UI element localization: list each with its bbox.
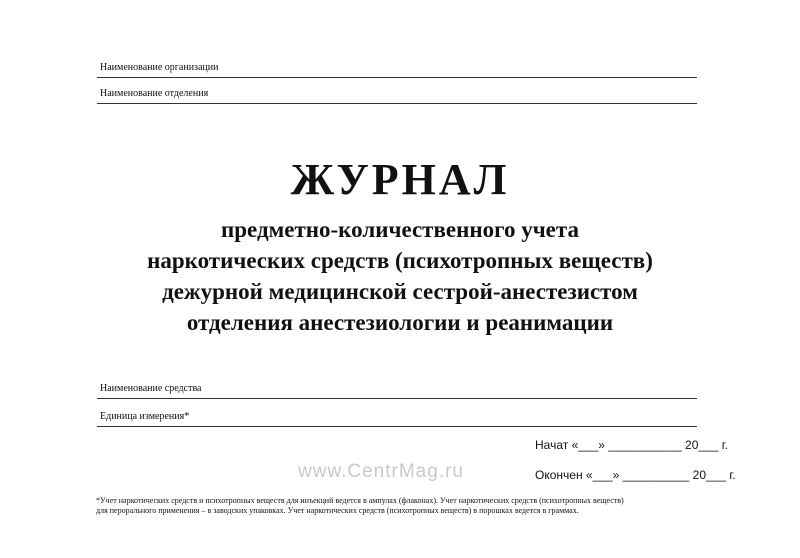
organization-field[interactable] [97,52,697,78]
organization-label: Наименование организации [100,62,219,73]
drug-name-field[interactable] [97,372,697,399]
department-label: Наименование отделения [100,88,209,99]
department-field[interactable] [97,78,697,104]
start-date-line[interactable]: Начат «___» ___________ 20___ г. [535,438,728,452]
subtitle-line: дежурной медицинской сестрой-анестезистом [162,279,638,304]
subtitle-line: отделения анестезиологии и реанимации [186,310,614,335]
watermark: www.CentrMag.ru [298,461,464,482]
unit-field[interactable] [97,399,697,427]
footnote-line: для перорального применения – в заводских упаковках. Учет наркотических средств (психотропных веществ) в порошках ведется в граммах. [96,506,579,515]
end-date-line[interactable]: Окончен «___» __________ 20___ г. [535,468,736,482]
footnote-line: *Учет наркотических средств и психотропных веществ для инъекций ведется в ампулах (флаконах). Учет наркотических средств (психотропных веществ) [96,496,624,505]
journal-title: ЖУРНАЛ [290,155,510,204]
footnote [96,496,736,516]
drug-name-label: Наименование средства [100,383,202,394]
journal-subtitle [0,214,800,338]
subtitle-line: наркотических средств (психотропных веществ) [147,248,653,273]
subtitle-line: предметно-количественного учета [221,217,579,242]
unit-label: Единица измерения* [100,411,190,422]
